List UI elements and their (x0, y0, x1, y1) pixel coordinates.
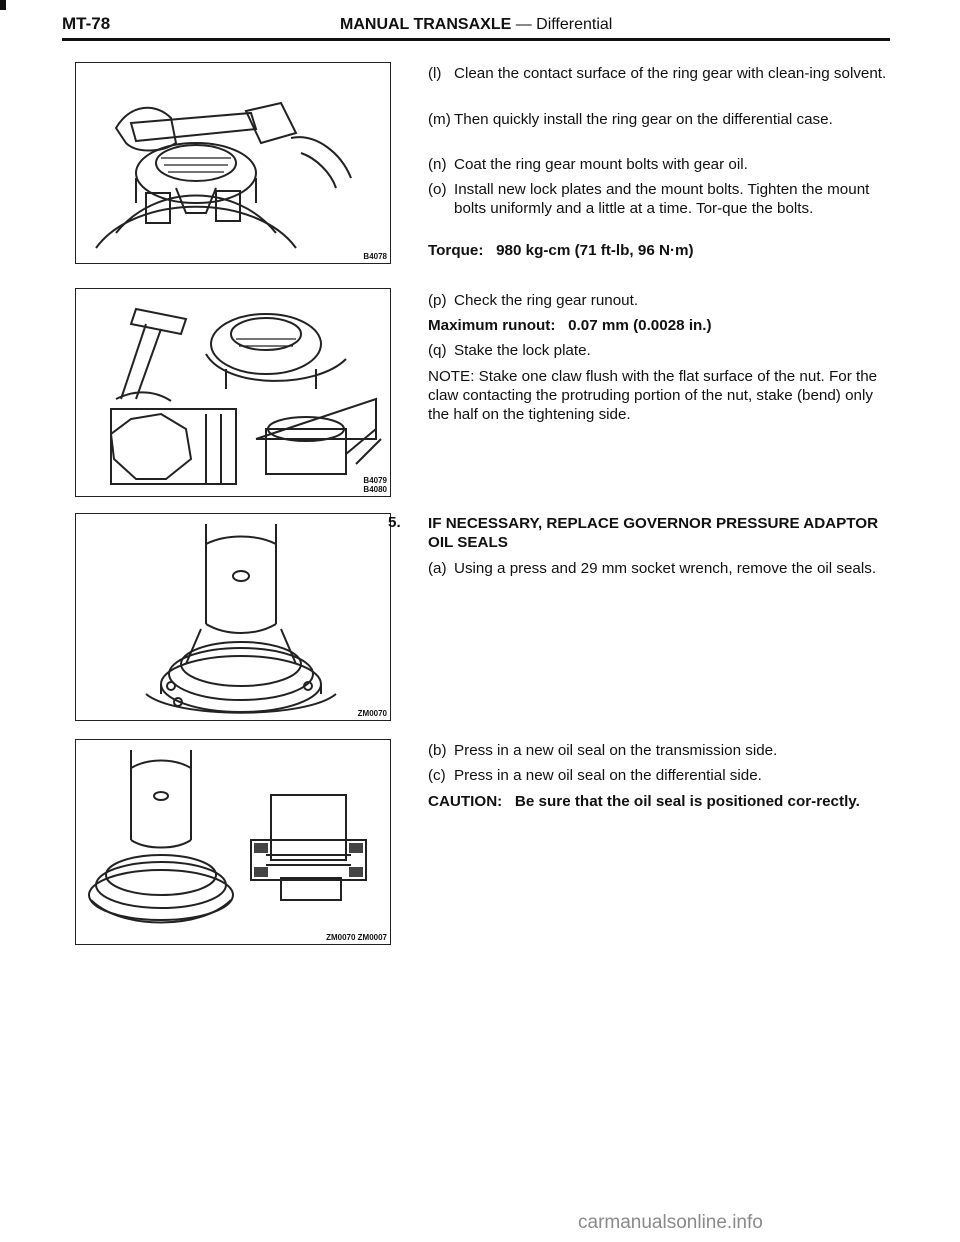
step-m (428, 110, 893, 129)
step-text: Check the ring gear runout. (454, 292, 639, 309)
figure-code: ZM0070 ZM0007 (326, 933, 387, 942)
figure-seal-install-illustration (76, 740, 390, 944)
step-text: Install new lock plates and the mount bolts. Tighten the mount bolts uniformly and a little at a time. Tor-que the bolts. (454, 181, 870, 217)
step-l (428, 64, 893, 83)
step-text: Press in a new oil seal on the transmission side. (454, 742, 778, 759)
torque-value: 980 kg-cm (71 ft-lb, 96 N·m) (496, 242, 694, 259)
figure-code: B4079 (363, 476, 387, 485)
figure-code: ZM0070 (357, 709, 387, 718)
step-a (428, 559, 893, 578)
step-label: (m) (428, 111, 451, 128)
figure-remove-oil-seals (75, 513, 391, 721)
step-p (428, 291, 893, 310)
caution-label: CAUTION: (428, 793, 503, 810)
figure-ring-gear-installation (75, 62, 391, 264)
step-label: (l) (428, 65, 442, 82)
section-heading: IF NECESSARY, REPLACE GOVERNOR PRESSURE ADAPTOR OIL SEALS (428, 515, 879, 551)
section-title (340, 16, 612, 34)
figure-install-oil-seals (75, 739, 391, 945)
step-text: Using a press and 29 mm socket wrench, remove the oil seals. (454, 560, 877, 577)
step-label: (a) (428, 560, 447, 577)
step-n (428, 155, 893, 174)
step-q (428, 341, 893, 360)
step-text: Clean the contact surface of the ring gear with clean-ing solvent. (454, 65, 887, 82)
figure-code: B4080 (363, 485, 387, 494)
step-label: (c) (428, 767, 446, 784)
caution-text (428, 792, 893, 811)
header-rule (62, 38, 890, 41)
figure-stake-lock-plate (75, 288, 391, 497)
step-o (428, 180, 893, 218)
caution-body: Be sure that the oil seal is positioned cor-rectly. (514, 793, 860, 810)
section-number: 5. (388, 514, 401, 531)
step-text: Coat the ring gear mount bolts with gear oil. (454, 156, 748, 173)
runout-spec (428, 316, 893, 335)
figure-codes (363, 476, 387, 494)
figure-code: B4078 (363, 252, 387, 261)
figure-press-illustration (76, 514, 390, 720)
step-text: Stake the lock plate. (454, 342, 591, 359)
figure-stake-illustration (76, 289, 390, 496)
runout-value: 0.07 mm (0.0028 in.) (568, 317, 712, 334)
section-title-sub: — Differential (511, 16, 613, 33)
step-label: (q) (428, 342, 447, 359)
note-text: NOTE: Stake one claw flush with the flat surface of the nut. For the claw contacting the protruding portion of the nut, stake (bend) only the half on the tightening side. (428, 368, 878, 423)
step-c (428, 766, 893, 785)
step-label: (n) (428, 156, 447, 173)
page-number: MT-78 (62, 14, 111, 33)
page-corner-mark (0, 0, 6, 10)
runout-label: Maximum runout: (428, 317, 556, 334)
torque-label: Torque: (428, 242, 484, 259)
torque-spec (428, 241, 893, 260)
step-text: Press in a new oil seal on the differential side. (454, 767, 762, 784)
step-label: (p) (428, 292, 447, 309)
step-text: Then quickly install the ring gear on the differential case. (454, 111, 833, 128)
section-title-bold: MANUAL TRANSAXLE (340, 16, 512, 33)
step-label: (o) (428, 181, 447, 198)
figure-ring-gear-illustration (76, 63, 390, 263)
step-b (428, 741, 893, 760)
site-watermark: carmanualsonline.info (578, 1212, 763, 1233)
step-label: (b) (428, 742, 447, 759)
